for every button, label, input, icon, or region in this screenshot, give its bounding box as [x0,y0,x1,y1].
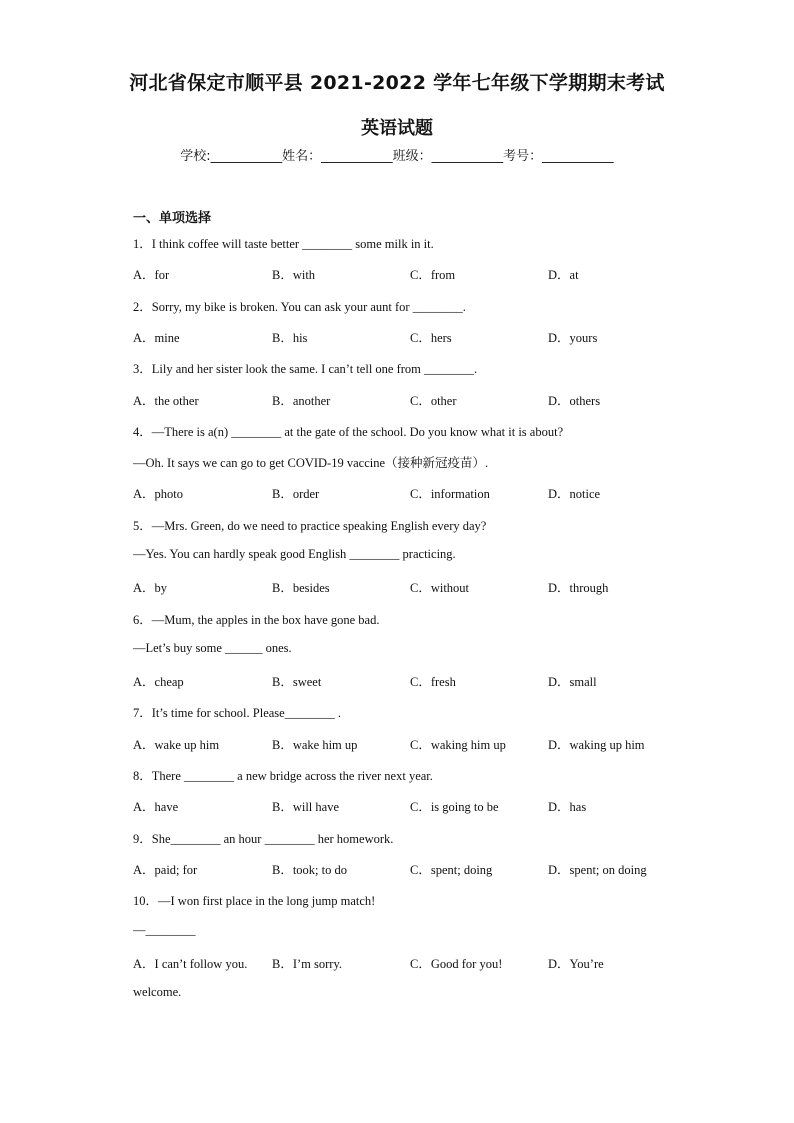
option-a: A．paid; for [133,863,198,877]
question-stem-line: —Oh. It says we can go to get COVID-19 vaccine（接种新冠疫苗）. [133,456,489,470]
question-stem: 2．Sorry, my bike is broken. You can ask your aunt for ________. [133,300,466,314]
option-c: C．fresh [410,675,456,689]
option-continuation: welcome. [133,985,182,999]
option-c: C．from [410,268,456,282]
option-a: A．mine [133,331,180,345]
option-a: A．by [133,581,168,595]
question-stem-line: —Yes. You can hardly speak good English ________ practicing. [133,547,456,561]
question-stem: 6．—Mum, the apples in the box have gone bad. [133,613,380,627]
option-c: C．waking him up [410,738,506,752]
option-d: D．others [548,394,601,408]
option-b: B．order [272,487,320,501]
option-d: D．at [548,268,579,282]
option-b: B．besides [272,581,330,595]
option-b: B．with [272,268,316,282]
option-d: D．through [548,581,609,595]
question-stem: 8．There ________ a new bridge across the river next year. [133,769,433,783]
option-c: C．without [410,581,470,595]
option-a: A．I can’t follow you. [133,957,248,971]
option-a: A．for [133,268,170,282]
option-a: A．the other [133,394,199,408]
option-d: D．waking up him [548,738,645,752]
section-title: 一、单项选择 [133,211,212,226]
option-a: A．wake up him [133,738,220,752]
question-stem: 3．Lily and her sister look the same. I can’t tell one from ________. [133,362,478,376]
option-c: C．hers [410,331,452,345]
option-b: B．took; to do [272,863,348,877]
option-a: A．have [133,800,179,814]
option-d: D．spent; on doing [548,863,647,877]
option-b: B．his [272,331,308,345]
option-c: C．Good for you! [410,957,503,971]
question-stem: 10．—I won first place in the long jump match! [133,894,376,908]
option-b: B．wake him up [272,738,358,752]
option-b: B．another [272,394,331,408]
option-b: B．will have [272,800,340,814]
option-d: D．small [548,675,597,689]
option-c: C．is going to be [410,800,499,814]
option-a: A．cheap [133,675,184,689]
exam-subtitle: 英语试题 [361,118,433,139]
option-d: D．notice [548,487,601,501]
question-stem: 4．—There is a(n) ________ at the gate of the school. Do you know what it is about? [133,425,564,439]
question-stem: 5．—Mrs. Green, do we need to practice speaking English every day? [133,519,487,533]
option-b: B．sweet [272,675,322,689]
exam-title: 河北省保定市顺平县 2021-2022 学年七年级下学期期末考试 [129,72,665,94]
question-stem-line: —________ [133,923,196,937]
option-a: A．photo [133,487,184,501]
question-stem-line: —Let’s buy some ______ ones. [133,641,292,655]
option-b: B．I’m sorry. [272,957,343,971]
option-d: D．You’re [548,957,604,971]
question-stem: 1．I think coffee will taste better ________ some milk in it. [133,237,434,251]
option-d: D．has [548,800,587,814]
option-c: C．information [410,487,490,501]
option-d: D．yours [548,331,598,345]
question-stem: 7．It’s time for school. Please________ . [133,706,341,720]
question-stem: 9．She________ an hour ________ her homework. [133,832,394,846]
option-c: C．spent; doing [410,863,493,877]
student-info-line: 学校:___________姓名：___________班级：___________考号：___________ [180,149,614,164]
option-c: C．other [410,394,457,408]
